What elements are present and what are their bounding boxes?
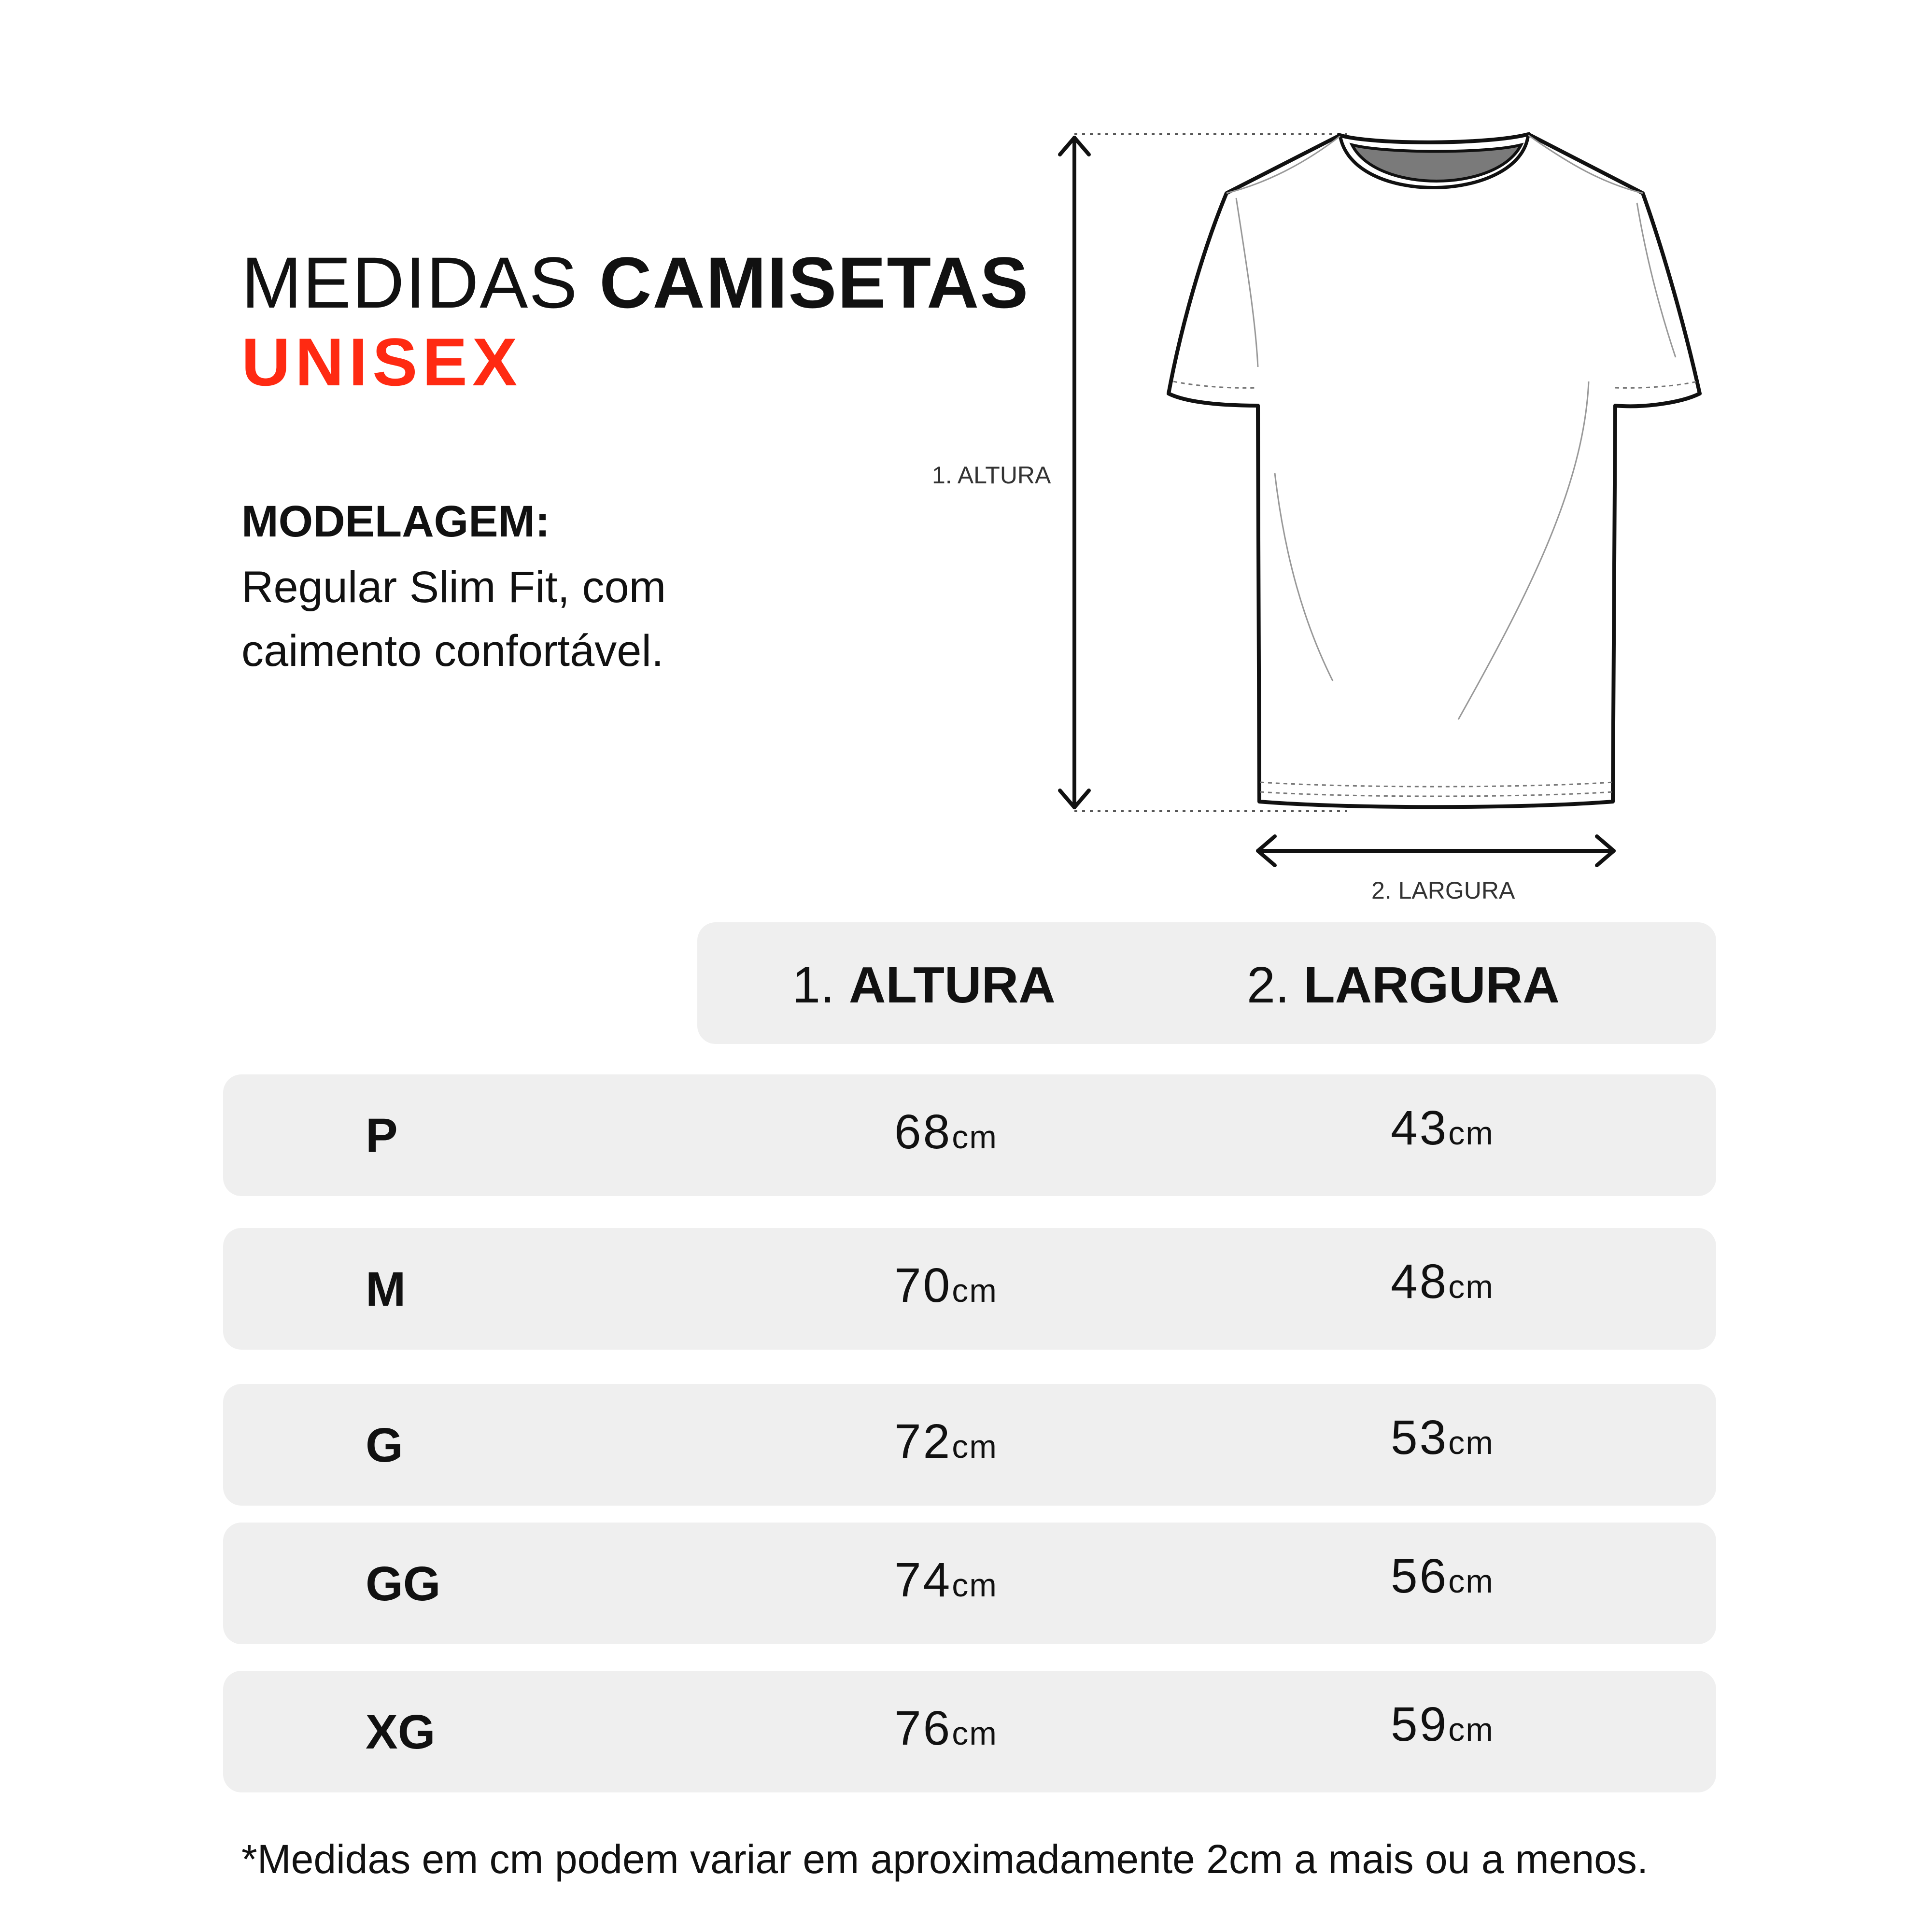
table-row (223, 1523, 1716, 1644)
footnote: *Medidas em cm podem variar em aproximadamente 2cm a mais ou a menos. (241, 1836, 1649, 1882)
altura-value: 76 (894, 1701, 952, 1755)
largura-value: 43 (1391, 1101, 1449, 1155)
altura-value: 70 (894, 1258, 952, 1312)
unit-label: cm (952, 1119, 998, 1156)
modelagem-line-2: caimento confortável. (241, 626, 664, 676)
largura-value: 48 (1391, 1255, 1449, 1309)
unit-label: cm (1448, 1711, 1494, 1748)
table-row (223, 1228, 1716, 1350)
unit-label: cm (1448, 1563, 1494, 1600)
modelagem-label: MODELAGEM: (241, 497, 550, 546)
table-row (223, 1074, 1716, 1196)
title-bold: CAMISETAS (599, 242, 1029, 323)
diagram-height-label: 1. ALTURA (932, 462, 1051, 489)
column-header-word: LARGURA (1303, 957, 1560, 1014)
largura-cell (1391, 1101, 1494, 1160)
largura-value: 59 (1391, 1697, 1449, 1751)
altura-cell (894, 1105, 998, 1164)
unit-label: cm (1448, 1269, 1494, 1305)
unit-label: cm (952, 1428, 998, 1465)
unit-label: cm (1448, 1424, 1494, 1461)
altura-value: 68 (894, 1105, 952, 1159)
title-light: MEDIDAS (241, 242, 578, 323)
size-cell: GG (366, 1557, 441, 1611)
altura-cell (894, 1415, 998, 1473)
height-arrow-icon (1060, 138, 1089, 807)
size-cell: XG (366, 1705, 436, 1759)
largura-cell (1391, 1550, 1494, 1608)
unit-label: cm (952, 1715, 998, 1752)
diagram-width-label: 2. LARGURA (1371, 877, 1515, 904)
altura-cell (894, 1259, 998, 1317)
largura-value: 53 (1391, 1410, 1449, 1465)
column-header-number: 2. (1247, 957, 1290, 1014)
altura-value: 72 (894, 1414, 952, 1468)
size-cell: M (366, 1262, 406, 1316)
modelagem-line-1: Regular Slim Fit, com (241, 563, 666, 612)
tshirt-outline-icon (1169, 134, 1700, 807)
column-header-number: 1. (792, 957, 835, 1014)
size-cell: G (366, 1418, 403, 1472)
altura-value: 74 (894, 1553, 952, 1607)
largura-cell (1391, 1698, 1494, 1756)
unit-label: cm (952, 1272, 998, 1309)
unit-label: cm (1448, 1115, 1494, 1152)
largura-cell (1391, 1411, 1494, 1469)
size-cell: P (366, 1109, 398, 1163)
table-row (223, 1384, 1716, 1506)
width-arrow-icon (1258, 836, 1614, 865)
subtitle: UNISEX (241, 324, 522, 400)
column-header-word: ALTURA (848, 957, 1056, 1014)
unit-label: cm (952, 1567, 998, 1604)
largura-value: 56 (1391, 1549, 1449, 1603)
tshirt-measurement-diagram (0, 0, 1932, 917)
altura-cell (894, 1702, 998, 1760)
table-row (223, 1671, 1716, 1792)
column-header-largura (1247, 956, 1560, 1014)
largura-cell (1391, 1255, 1494, 1313)
altura-cell (894, 1553, 998, 1612)
column-header-altura (792, 956, 1056, 1014)
